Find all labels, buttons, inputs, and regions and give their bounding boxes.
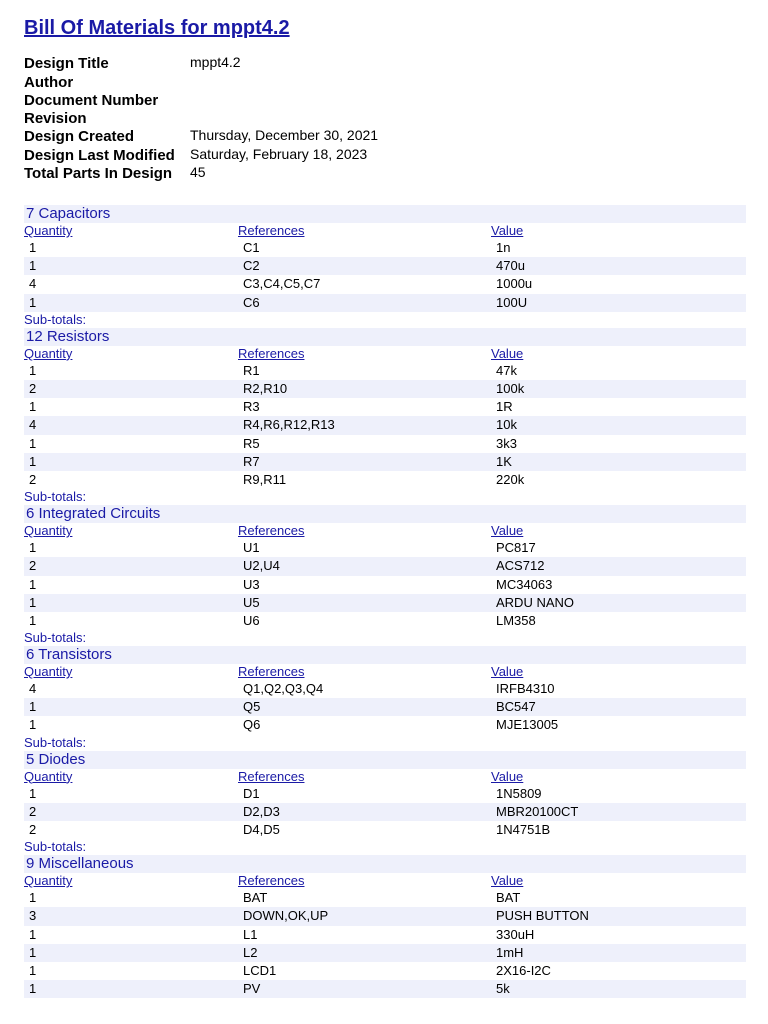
meta-label: Document Number (24, 91, 159, 109)
value-cell: ACS712 (496, 558, 545, 574)
table-row (24, 907, 746, 925)
quantity-cell: 4 (29, 417, 37, 433)
references-cell: U2,U4 (243, 558, 280, 574)
table-row (24, 698, 746, 716)
value-cell: 1mH (496, 944, 524, 960)
value-column-link[interactable]: Value (491, 664, 524, 680)
section-title: 6 Integrated Circuits (24, 505, 746, 523)
value-cell: 220k (496, 471, 525, 487)
value-column-link[interactable]: Value (491, 345, 524, 361)
value-cell: ARDU NANO (496, 594, 575, 610)
value-cell: MBR20100CT (496, 803, 579, 819)
value-cell: 1000u (496, 276, 533, 292)
references-column-link[interactable]: References (238, 664, 305, 680)
value-cell: 1R (496, 399, 513, 415)
bom-page (24, 14, 746, 998)
quantity-cell: 1 (29, 435, 37, 451)
quantity-cell: 1 (29, 944, 37, 960)
table-row (24, 239, 746, 257)
meta-row (24, 127, 746, 145)
bom-sections (24, 205, 746, 998)
table-row (24, 453, 746, 471)
meta-label: Design Created (24, 128, 135, 146)
value-cell: 470u (496, 258, 525, 274)
references-cell: L1 (243, 926, 258, 942)
table-row (24, 257, 746, 275)
references-column-link[interactable]: References (238, 223, 305, 239)
references-column-link[interactable]: References (238, 345, 305, 361)
value-cell: 100k (496, 381, 525, 397)
value-cell: 5k (496, 981, 510, 997)
table-row (24, 294, 746, 312)
references-cell: U1 (243, 540, 260, 556)
value-cell: 1N5809 (496, 785, 542, 801)
quantity-column-link[interactable]: Quantity (24, 523, 73, 539)
value-cell: 100U (496, 294, 528, 310)
meta-value: Saturday, February 18, 2023 (190, 145, 368, 162)
design-info (24, 54, 746, 182)
section-title: 9 Miscellaneous (24, 855, 746, 873)
references-cell: D4,D5 (243, 822, 280, 838)
value-cell: LM358 (496, 612, 536, 628)
value-cell: MJE13005 (496, 717, 559, 733)
table-row (24, 594, 746, 612)
section-title: 12 Resistors (24, 328, 746, 346)
column-header-row (24, 873, 746, 889)
references-cell: R2,R10 (243, 381, 288, 397)
meta-row (24, 72, 746, 90)
quantity-cell: 2 (29, 803, 37, 819)
value-cell: BAT (496, 890, 521, 906)
quantity-cell: 1 (29, 594, 37, 610)
references-column-link[interactable]: References (238, 873, 305, 889)
references-cell: R1 (243, 362, 260, 378)
references-cell: R5 (243, 435, 260, 451)
quantity-cell: 1 (29, 540, 37, 556)
meta-value: Thursday, December 30, 2021 (190, 127, 379, 144)
column-header-row (24, 664, 746, 680)
quantity-cell: 1 (29, 576, 37, 592)
column-header-row (24, 223, 746, 239)
references-cell: LCD1 (243, 962, 277, 978)
table-row (24, 557, 746, 575)
value-cell: 2X16-I2C (496, 962, 551, 978)
quantity-cell: 1 (29, 981, 37, 997)
quantity-cell: 1 (29, 399, 37, 415)
quantity-cell: 1 (29, 717, 37, 733)
meta-value: mppt4.2 (190, 54, 241, 71)
meta-label: Design Last Modified (24, 146, 175, 164)
quantity-cell: 4 (29, 681, 37, 697)
references-cell: D2,D3 (243, 803, 280, 819)
value-cell: 47k (496, 362, 517, 378)
quantity-cell: 1 (29, 612, 37, 628)
meta-label: Revision (24, 110, 87, 128)
subtotals-label: Sub-totals: (24, 839, 87, 855)
quantity-cell: 1 (29, 453, 37, 469)
quantity-cell: 1 (29, 258, 37, 274)
meta-label: Total Parts In Design (24, 165, 173, 183)
quantity-cell: 1 (29, 926, 37, 942)
bom-section (24, 205, 746, 328)
references-cell: BAT (243, 890, 268, 906)
table-row (24, 680, 746, 698)
references-column-link[interactable]: References (238, 768, 305, 784)
quantity-column-link[interactable]: Quantity (24, 768, 73, 784)
references-column-link[interactable]: References (238, 523, 305, 539)
quantity-column-link[interactable]: Quantity (24, 345, 73, 361)
value-cell: PC817 (496, 540, 536, 556)
subtotals-label: Sub-totals: (24, 630, 87, 646)
column-header-row (24, 769, 746, 785)
table-row (24, 398, 746, 416)
quantity-cell: 2 (29, 558, 37, 574)
quantity-cell: 4 (29, 276, 37, 292)
value-cell: 1n (496, 240, 511, 256)
value-cell: 3k3 (496, 435, 517, 451)
table-row (24, 539, 746, 557)
value-cell: PUSH BUTTON (496, 908, 589, 924)
value-column-link[interactable]: Value (491, 223, 524, 239)
references-cell: DOWN,OK,UP (243, 908, 329, 924)
quantity-column-link[interactable]: Quantity (24, 873, 73, 889)
value-cell: 1K (496, 453, 512, 469)
references-cell: D1 (243, 785, 260, 801)
bom-section (24, 751, 746, 856)
subtotals-label: Sub-totals: (24, 311, 87, 327)
bom-section (24, 505, 746, 646)
meta-row (24, 164, 746, 182)
references-cell: L2 (243, 944, 258, 960)
meta-row (24, 109, 746, 127)
references-cell: C2 (243, 258, 260, 274)
value-cell: 330uH (496, 926, 535, 942)
references-cell: R7 (243, 453, 260, 469)
table-row (24, 416, 746, 434)
table-row (24, 980, 746, 998)
quantity-cell: 1 (29, 785, 37, 801)
section-title: 6 Transistors (24, 646, 746, 664)
table-row (24, 275, 746, 293)
references-cell: C1 (243, 240, 260, 256)
meta-row (24, 91, 746, 109)
quantity-column-link[interactable]: Quantity (24, 223, 73, 239)
meta-label: Author (24, 73, 74, 91)
references-cell: PV (243, 981, 261, 997)
quantity-cell: 1 (29, 294, 37, 310)
meta-row (24, 54, 746, 72)
column-header-row (24, 346, 746, 362)
subtotals-label: Sub-totals: (24, 489, 87, 505)
quantity-cell: 1 (29, 240, 37, 256)
references-cell: U6 (243, 612, 260, 628)
references-cell: Q5 (243, 699, 261, 715)
column-header-row (24, 523, 746, 539)
quantity-cell: 2 (29, 471, 37, 487)
meta-label: Design Title (24, 55, 109, 73)
bom-section (24, 328, 746, 505)
table-row (24, 889, 746, 907)
references-cell: R3 (243, 399, 260, 415)
table-row (24, 576, 746, 594)
value-column-link[interactable]: Value (491, 523, 524, 539)
bom-section (24, 646, 746, 751)
quantity-cell: 3 (29, 908, 37, 924)
quantity-cell: 2 (29, 822, 37, 838)
quantity-column-link[interactable]: Quantity (24, 664, 73, 680)
references-cell: C6 (243, 294, 260, 310)
meta-row (24, 145, 746, 163)
section-title: 5 Diodes (24, 751, 746, 769)
references-cell: C3,C4,C5,C7 (243, 276, 321, 292)
references-cell: R9,R11 (243, 471, 287, 487)
table-row (24, 821, 746, 839)
table-row (24, 362, 746, 380)
table-row (24, 612, 746, 630)
table-row (24, 926, 746, 944)
value-cell: 10k (496, 417, 517, 433)
quantity-cell: 1 (29, 890, 37, 906)
quantity-cell: 2 (29, 381, 37, 397)
value-cell: 1N4751B (496, 822, 551, 838)
value-column-link[interactable]: Value (491, 873, 524, 889)
table-row (24, 944, 746, 962)
table-row (24, 716, 746, 734)
references-cell: R4,R6,R12,R13 (243, 417, 335, 433)
references-cell: U5 (243, 594, 260, 610)
page-title-link[interactable]: Bill Of Materials for mppt4.2 (24, 17, 290, 39)
meta-value: 45 (190, 164, 206, 181)
table-row (24, 803, 746, 821)
table-row (24, 785, 746, 803)
quantity-cell: 1 (29, 362, 37, 378)
section-title: 7 Capacitors (24, 205, 746, 223)
value-cell: BC547 (496, 699, 536, 715)
references-cell: Q6 (243, 717, 261, 733)
table-row (24, 435, 746, 453)
quantity-cell: 1 (29, 962, 37, 978)
value-column-link[interactable]: Value (491, 768, 524, 784)
bom-section (24, 855, 746, 998)
references-cell: U3 (243, 576, 260, 592)
table-row (24, 380, 746, 398)
references-cell: Q1,Q2,Q3,Q4 (243, 681, 324, 697)
table-row (24, 471, 746, 489)
value-cell: MC34063 (496, 576, 553, 592)
quantity-cell: 1 (29, 699, 37, 715)
subtotals-label: Sub-totals: (24, 734, 87, 750)
value-cell: IRFB4310 (496, 681, 555, 697)
table-row (24, 962, 746, 980)
